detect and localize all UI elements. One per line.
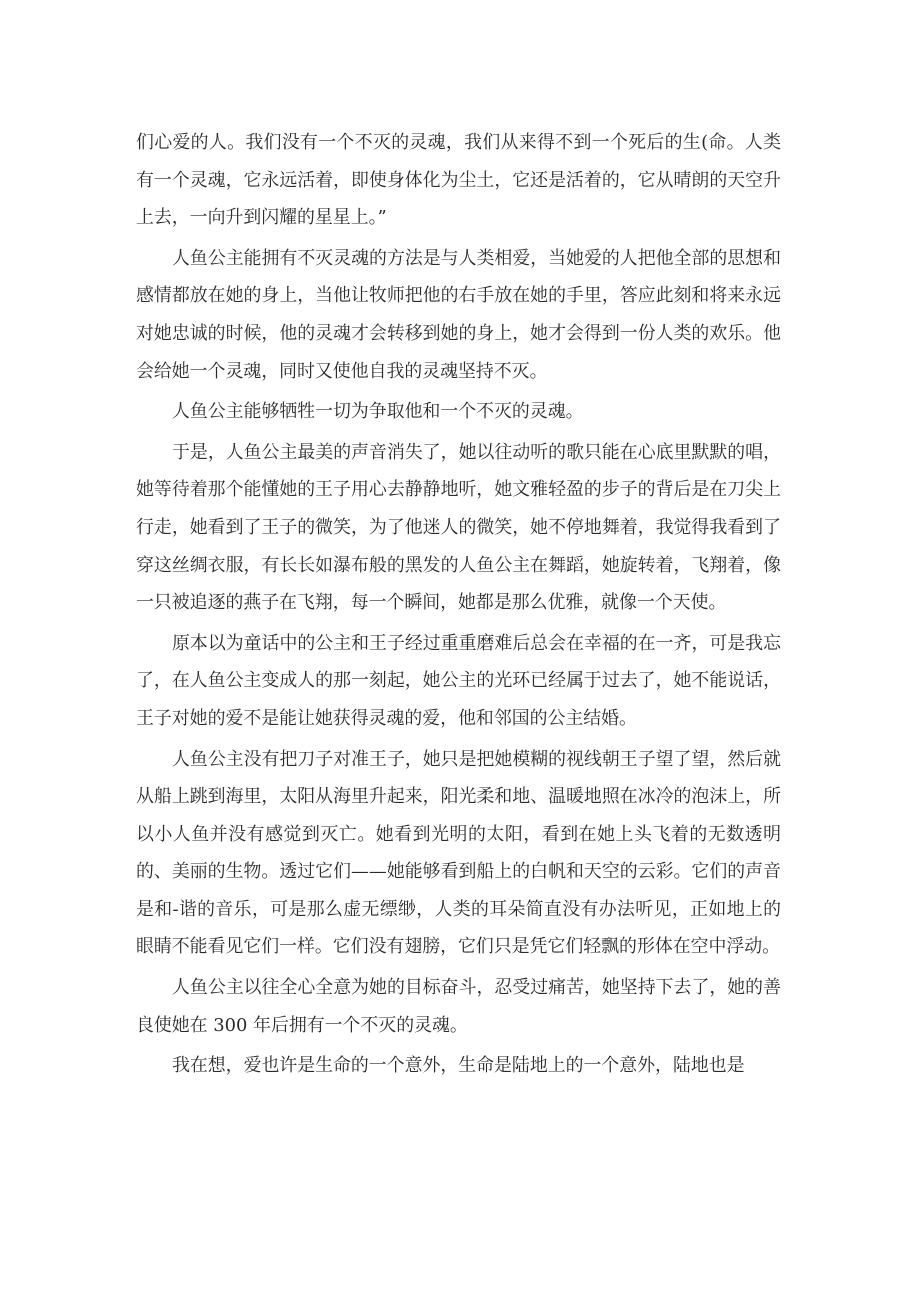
paragraph-4: 于是，人鱼公主最美的声音消失了，她以往动听的歌只能在心底里默默的唱，她等待着那个能懂她的王子用心去静静地听，她文雅轻盈的步子的背后是在刀尖上行走，她看到了王子的微笑，为了他迷人的微笑，她不停地舞着，我觉得我看到了穿这丝绸衣服，有长长如瀑布般的黑发的人鱼公主在舞蹈，她旋转着，飞翔着，像一只被追逐的燕子在飞翔，每一个瞬间，她都是那么优雅，就像一个天使。	[136, 441, 781, 614]
document-page	[136, 124, 781, 1085]
paragraph-7: 人鱼公主以往全心全意为她的目标奋斗，忍受过痛苦，她坚持下去了，她的善良使她在 300 年后拥有一个不灭的灵魂。	[136, 977, 781, 1036]
paragraph-5: 原本以为童话中的公主和王子经过重重磨难后总会在幸福的在一齐，可是我忘了，在人鱼公主变成人的那一刻起，她公主的光环已经属于过去了，她不能说话，王子对她的爱不是能让她获得灵魂的爱，他和邻国的公主结婚。	[136, 632, 781, 729]
paragraph-3: 人鱼公主能够牺牲一切为争取他和一个不灭的灵魂。	[172, 401, 584, 423]
paragraph-2: 人鱼公主能拥有不灭灵魂的方法是与人类相爱，当她爱的人把他全部的思想和感情都放在她的身上，当他让牧师把他的右手放在她的手里，答应此刻和将来永远对她忠诚的时候，他的灵魂才会转移到她的身上，她才会得到一份人类的欢乐。他会给她一个灵魂，同时又使他自我的灵魂坚持不灭。	[136, 247, 781, 382]
paragraph-1: 们心爱的人。我们没有一个不灭的灵魂，我们从来得不到一个死后的生(命。人类有一个灵魂，它永远活着，即使身体化为尘土，它还是活着的，它从晴朗的天空升上去，一向升到闪耀的星星上。”	[136, 132, 781, 229]
paragraph-8: 我在想，爱也许是生命的一个意外，生命是陆地上的一个意外，陆地也是	[172, 1055, 745, 1077]
paragraph-6: 人鱼公主没有把刀子对准王子，她只是把她模糊的视线朝王子望了望，然后就从船上跳到海里，太阳从海里升起来，阳光柔和地、温暖地照在冰冷的泡沫上，所以小人鱼并没有感觉到灭亡。她看到光明的太阳，看到在她上头飞着的无数透明的、美丽的生物。透过它们——她能够看到船上的白帆和天空的云彩。它们的声音是和-谐的音乐，可是那么虚无缥缈，人类的耳朵简直没有办法听见，正如地上的眼睛不能看见它们一样。它们没有翅膀，它们只是凭它们轻飘的形体在空中浮动。	[136, 748, 781, 958]
